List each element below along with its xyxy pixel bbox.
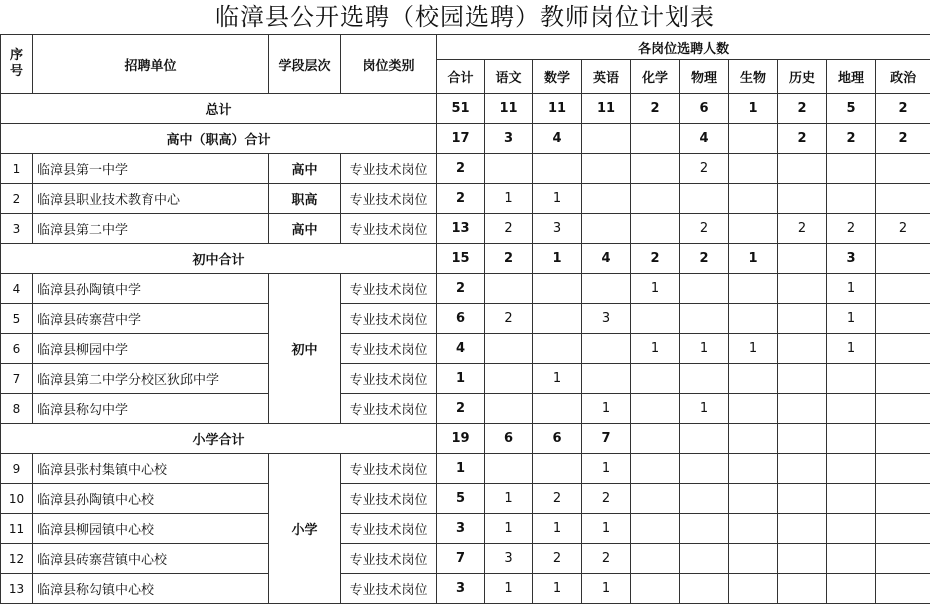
category-cell: 专业技术岗位 <box>341 334 437 364</box>
unit-cell: 临漳县砖寨营镇中心校 <box>33 544 269 574</box>
value-cell <box>778 184 827 214</box>
seq-cell: 13 <box>1 574 33 604</box>
value-cell: 2 <box>533 484 582 514</box>
unit-cell: 临漳县砖寨营中学 <box>33 304 269 334</box>
value-cell: 6 <box>485 424 533 454</box>
value-cell <box>631 394 680 424</box>
high-subtotal-row-label: 高中（职高）合计 <box>1 124 437 154</box>
value-cell <box>631 214 680 244</box>
seq-cell: 4 <box>1 274 33 304</box>
subject-header: 物理 <box>680 60 729 94</box>
value-cell <box>582 274 631 304</box>
value-cell: 11 <box>533 94 582 124</box>
unit-cell: 临漳县第一中学 <box>33 154 269 184</box>
value-cell <box>729 484 778 514</box>
value-cell: 5 <box>437 484 485 514</box>
value-cell <box>582 154 631 184</box>
value-cell: 1 <box>631 274 680 304</box>
category-cell: 专业技术岗位 <box>341 484 437 514</box>
value-cell: 1 <box>533 574 582 604</box>
value-cell: 2 <box>680 244 729 274</box>
category-cell: 专业技术岗位 <box>341 184 437 214</box>
value-cell: 1 <box>631 334 680 364</box>
value-cell <box>827 574 876 604</box>
value-cell: 1 <box>533 514 582 544</box>
high-subtotal-row <box>1 124 930 154</box>
total-row <box>1 94 930 124</box>
value-cell <box>876 514 930 544</box>
value-cell <box>631 364 680 394</box>
value-cell: 7 <box>582 424 631 454</box>
value-cell <box>631 574 680 604</box>
table-row <box>1 304 930 334</box>
middle-subtotal-row <box>1 244 930 274</box>
value-cell <box>876 484 930 514</box>
value-cell: 19 <box>437 424 485 454</box>
value-cell: 4 <box>437 334 485 364</box>
value-cell <box>876 304 930 334</box>
value-cell <box>778 454 827 484</box>
unit-cell: 临漳县柳园镇中心校 <box>33 514 269 544</box>
value-cell: 2 <box>437 154 485 184</box>
value-cell <box>729 514 778 544</box>
value-cell: 1 <box>582 454 631 484</box>
value-cell: 1 <box>582 394 631 424</box>
value-cell <box>729 274 778 304</box>
level-header: 学段层次 <box>269 35 341 94</box>
value-cell <box>729 574 778 604</box>
unit-cell: 临漳县孙陶镇中学 <box>33 274 269 304</box>
value-cell <box>582 364 631 394</box>
value-cell <box>485 364 533 394</box>
value-cell: 2 <box>437 184 485 214</box>
subject-header: 生物 <box>729 60 778 94</box>
category-cell: 专业技术岗位 <box>341 454 437 484</box>
value-cell: 7 <box>437 544 485 574</box>
value-cell: 2 <box>876 214 930 244</box>
value-cell: 1 <box>827 304 876 334</box>
unit-cell: 临漳县第二中学分校区狄邱中学 <box>33 364 269 394</box>
value-cell: 2 <box>533 544 582 574</box>
table-row <box>1 394 930 424</box>
value-cell <box>680 304 729 334</box>
unit-cell: 临漳县称勾镇中心校 <box>33 574 269 604</box>
table-row <box>1 484 930 514</box>
value-cell <box>778 274 827 304</box>
value-cell <box>631 184 680 214</box>
unit-cell: 临漳县孙陶镇中心校 <box>33 484 269 514</box>
seq-cell: 11 <box>1 514 33 544</box>
table-row <box>1 514 930 544</box>
value-cell <box>729 424 778 454</box>
table-row <box>1 544 930 574</box>
value-cell: 3 <box>582 304 631 334</box>
value-cell <box>827 364 876 394</box>
subject-header: 地理 <box>827 60 876 94</box>
middle-subtotal-row-label: 初中合计 <box>1 244 437 274</box>
value-cell <box>876 154 930 184</box>
value-cell: 2 <box>582 544 631 574</box>
value-cell <box>631 154 680 184</box>
table-row <box>1 274 930 304</box>
value-cell <box>876 574 930 604</box>
value-cell <box>876 244 930 274</box>
value-cell <box>827 514 876 544</box>
value-cell: 11 <box>485 94 533 124</box>
value-cell: 2 <box>437 394 485 424</box>
table-row <box>1 334 930 364</box>
value-cell <box>778 574 827 604</box>
value-cell <box>582 184 631 214</box>
value-cell <box>827 484 876 514</box>
category-cell: 专业技术岗位 <box>341 514 437 544</box>
value-cell: 17 <box>437 124 485 154</box>
value-cell: 1 <box>485 184 533 214</box>
value-cell <box>533 304 582 334</box>
value-cell: 11 <box>582 94 631 124</box>
value-cell <box>778 304 827 334</box>
table-row <box>1 154 930 184</box>
category-cell: 专业技术岗位 <box>341 274 437 304</box>
value-cell <box>876 544 930 574</box>
value-cell <box>680 574 729 604</box>
value-cell <box>778 484 827 514</box>
value-cell: 2 <box>876 94 930 124</box>
value-cell: 3 <box>485 544 533 574</box>
level-cell: 初中 <box>269 274 341 424</box>
plan-table <box>0 34 930 604</box>
value-cell: 6 <box>437 304 485 334</box>
value-cell: 1 <box>680 334 729 364</box>
value-cell <box>876 364 930 394</box>
level-cell: 高中 <box>269 154 341 184</box>
value-cell <box>729 394 778 424</box>
value-cell: 1 <box>729 334 778 364</box>
value-cell <box>631 544 680 574</box>
value-cell <box>778 334 827 364</box>
value-cell <box>680 424 729 454</box>
value-cell: 3 <box>437 574 485 604</box>
value-cell: 1 <box>485 484 533 514</box>
value-cell <box>631 124 680 154</box>
value-cell: 1 <box>533 244 582 274</box>
unit-cell: 临漳县柳园中学 <box>33 334 269 364</box>
value-cell <box>533 274 582 304</box>
value-cell: 13 <box>437 214 485 244</box>
value-cell <box>680 544 729 574</box>
unit-cell: 临漳县第二中学 <box>33 214 269 244</box>
value-cell: 2 <box>485 214 533 244</box>
value-cell: 2 <box>582 484 631 514</box>
value-cell <box>533 334 582 364</box>
value-cell <box>485 334 533 364</box>
value-cell <box>778 424 827 454</box>
value-cell: 3 <box>533 214 582 244</box>
value-cell: 1 <box>729 244 778 274</box>
value-cell: 3 <box>827 244 876 274</box>
seq-cell: 1 <box>1 154 33 184</box>
unit-header: 招聘单位 <box>33 35 269 94</box>
category-cell: 专业技术岗位 <box>341 304 437 334</box>
value-cell <box>729 454 778 484</box>
subject-header: 合计 <box>437 60 485 94</box>
table-row <box>1 184 930 214</box>
value-cell <box>485 454 533 484</box>
seq-cell: 5 <box>1 304 33 334</box>
level-cell: 职高 <box>269 184 341 214</box>
value-cell <box>533 394 582 424</box>
seq-cell: 6 <box>1 334 33 364</box>
seq-cell: 3 <box>1 214 33 244</box>
value-cell: 2 <box>680 154 729 184</box>
value-cell <box>876 454 930 484</box>
subject-header: 语文 <box>485 60 533 94</box>
table-row <box>1 574 930 604</box>
value-cell: 1 <box>437 364 485 394</box>
unit-cell: 临漳县称勾中学 <box>33 394 269 424</box>
value-cell: 15 <box>437 244 485 274</box>
category-cell: 专业技术岗位 <box>341 154 437 184</box>
value-cell <box>680 514 729 544</box>
value-cell <box>485 154 533 184</box>
value-cell: 6 <box>533 424 582 454</box>
value-cell <box>778 364 827 394</box>
value-cell: 1 <box>729 94 778 124</box>
value-cell <box>827 154 876 184</box>
value-cell: 3 <box>485 124 533 154</box>
value-cell <box>680 184 729 214</box>
value-cell <box>533 154 582 184</box>
value-cell <box>729 364 778 394</box>
subject-header: 化学 <box>631 60 680 94</box>
value-cell <box>631 454 680 484</box>
level-cell: 小学 <box>269 454 341 604</box>
value-cell: 2 <box>437 274 485 304</box>
value-cell <box>582 334 631 364</box>
seq-header-line-1: 序 <box>9 48 23 63</box>
value-cell <box>582 214 631 244</box>
value-cell: 1 <box>485 574 533 604</box>
value-cell <box>485 274 533 304</box>
value-cell: 6 <box>680 94 729 124</box>
value-cell <box>876 334 930 364</box>
value-cell <box>631 484 680 514</box>
table-row <box>1 364 930 394</box>
value-cell: 3 <box>437 514 485 544</box>
value-cell <box>729 154 778 184</box>
primary-subtotal-row <box>1 424 930 454</box>
value-cell: 2 <box>631 94 680 124</box>
value-cell <box>827 454 876 484</box>
unit-cell: 临漳县张村集镇中心校 <box>33 454 269 484</box>
value-cell: 2 <box>778 214 827 244</box>
total-row-label: 总计 <box>1 94 437 124</box>
value-cell: 2 <box>631 244 680 274</box>
subject-header: 历史 <box>778 60 827 94</box>
value-cell: 4 <box>680 124 729 154</box>
table-row <box>1 454 930 484</box>
value-cell: 1 <box>582 574 631 604</box>
value-cell <box>827 184 876 214</box>
value-cell <box>778 514 827 544</box>
value-cell <box>876 394 930 424</box>
value-cell: 1 <box>827 274 876 304</box>
value-cell: 2 <box>778 124 827 154</box>
value-cell: 4 <box>582 244 631 274</box>
value-cell <box>729 184 778 214</box>
value-cell <box>631 514 680 544</box>
value-cell <box>729 544 778 574</box>
value-cell <box>485 394 533 424</box>
unit-cell: 临漳县职业技术教育中心 <box>33 184 269 214</box>
primary-subtotal-row-label: 小学合计 <box>1 424 437 454</box>
value-cell <box>827 394 876 424</box>
seq-header <box>1 35 33 94</box>
value-cell <box>680 364 729 394</box>
value-cell <box>876 424 930 454</box>
value-cell <box>876 184 930 214</box>
value-cell: 2 <box>827 214 876 244</box>
value-cell <box>631 424 680 454</box>
value-cell <box>729 304 778 334</box>
seq-cell: 9 <box>1 454 33 484</box>
value-cell: 5 <box>827 94 876 124</box>
value-cell <box>876 274 930 304</box>
subject-header: 数学 <box>533 60 582 94</box>
value-cell <box>729 124 778 154</box>
seq-cell: 8 <box>1 394 33 424</box>
value-cell <box>680 454 729 484</box>
value-cell: 1 <box>437 454 485 484</box>
value-cell <box>582 124 631 154</box>
value-cell <box>827 424 876 454</box>
seq-cell: 12 <box>1 544 33 574</box>
seq-header-line-2: 号 <box>9 64 23 79</box>
category-cell: 专业技术岗位 <box>341 214 437 244</box>
subjects-group-header: 各岗位选聘人数 <box>437 35 930 60</box>
category-cell: 专业技术岗位 <box>341 544 437 574</box>
value-cell: 4 <box>533 124 582 154</box>
value-cell <box>729 214 778 244</box>
value-cell <box>778 544 827 574</box>
value-cell <box>631 304 680 334</box>
category-cell: 专业技术岗位 <box>341 574 437 604</box>
value-cell: 1 <box>680 394 729 424</box>
value-cell <box>533 454 582 484</box>
value-cell: 51 <box>437 94 485 124</box>
value-cell: 1 <box>827 334 876 364</box>
category-header: 岗位类别 <box>341 35 437 94</box>
value-cell: 1 <box>582 514 631 544</box>
value-cell: 2 <box>485 304 533 334</box>
value-cell: 2 <box>778 94 827 124</box>
value-cell: 1 <box>485 514 533 544</box>
value-cell: 2 <box>680 214 729 244</box>
value-cell <box>827 544 876 574</box>
table-body <box>1 35 930 604</box>
header-row-1 <box>1 35 930 60</box>
seq-cell: 2 <box>1 184 33 214</box>
value-cell: 2 <box>876 124 930 154</box>
category-cell: 专业技术岗位 <box>341 364 437 394</box>
subject-header: 政治 <box>876 60 930 94</box>
seq-cell: 10 <box>1 484 33 514</box>
value-cell <box>680 274 729 304</box>
value-cell: 1 <box>533 364 582 394</box>
value-cell <box>778 394 827 424</box>
value-cell <box>680 484 729 514</box>
page-title: 临漳县公开选聘（校园选聘）教师岗位计划表 <box>215 3 715 31</box>
subject-header: 英语 <box>582 60 631 94</box>
category-cell: 专业技术岗位 <box>341 394 437 424</box>
value-cell <box>778 244 827 274</box>
value-cell: 2 <box>827 124 876 154</box>
seq-cell: 7 <box>1 364 33 394</box>
table-row <box>1 214 930 244</box>
level-cell: 高中 <box>269 214 341 244</box>
value-cell <box>778 154 827 184</box>
value-cell: 2 <box>485 244 533 274</box>
value-cell: 1 <box>533 184 582 214</box>
